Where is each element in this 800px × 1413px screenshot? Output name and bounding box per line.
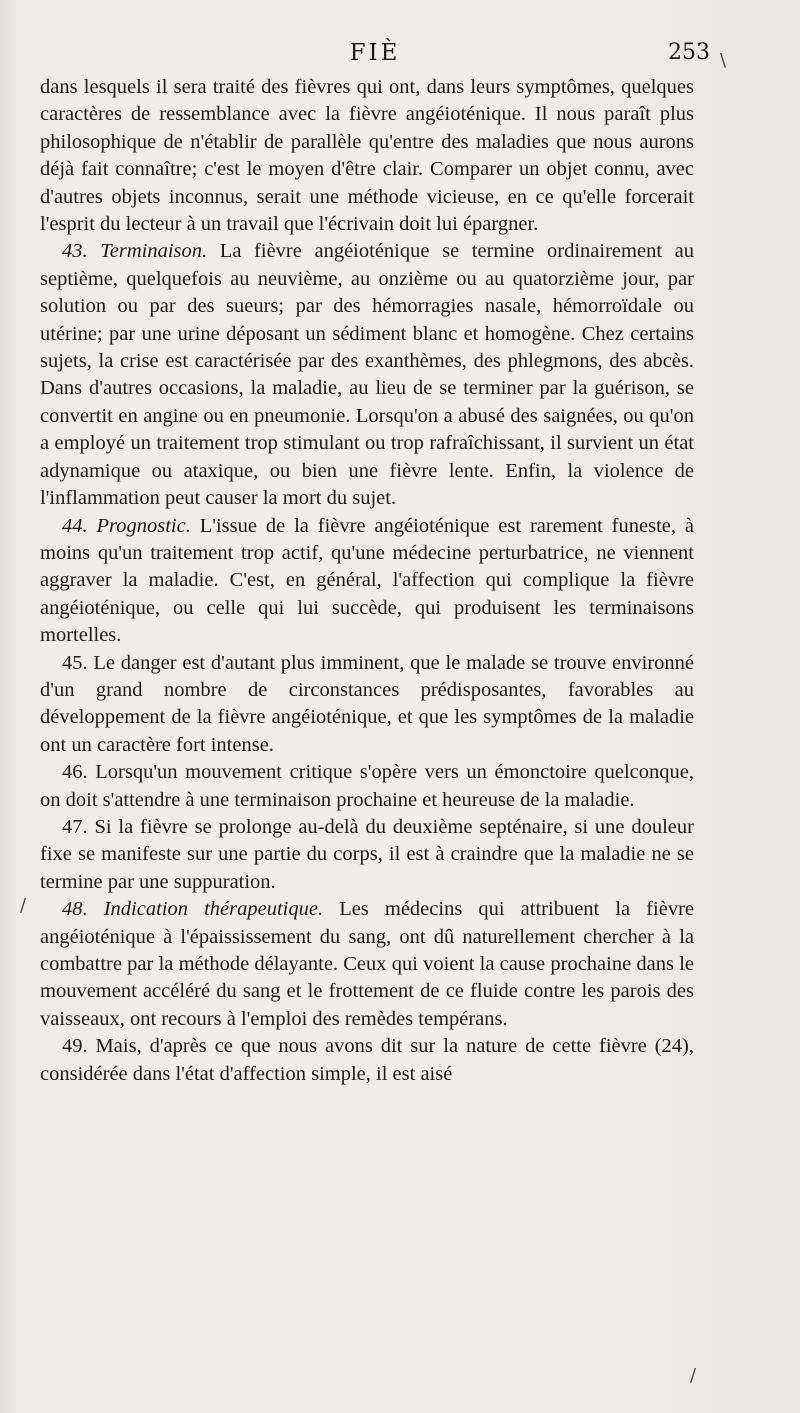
margin-stroke-mark: / [690, 1365, 697, 1386]
paragraph-text: Mais, d'après ce que nous avons dit sur la nature de cette fièvre (24), considérée dans l'état d'affection simple, il est aisé [40, 1035, 694, 1085]
paragraph-number: 47. [62, 815, 88, 838]
running-title: FIÈ [349, 40, 401, 66]
paragraph-47 [40, 814, 694, 896]
paragraph-49 [40, 1033, 694, 1088]
paragraph-number: 49. [62, 1035, 88, 1058]
page-number: 253 [668, 40, 710, 65]
paragraph-43 [40, 238, 694, 512]
paragraph-text: Si la fièvre se prolonge au-delà du deuxième septénaire, si une douleur fixe se manifeste sur une partie du corps, il est à craindre que la maladie ne se termine par une suppuration. [40, 815, 694, 893]
paragraph-text: L'issue de la fièvre angéioténique est rarement funeste, à moins qu'un traitement trop actif, qu'une médecine perturbatrice, ne viennent aggraver la maladie. C'est, en général, l'affection qui complique la fièvre angéioténique, ou celle qui lui succède, qui produisent les terminaisons mortelles. [40, 514, 694, 647]
paragraph-number: 45. [62, 651, 88, 674]
margin-stroke-mark: \ [720, 50, 727, 71]
paragraph-text: Les médecins qui attribuent la fièvre angéioténique à l'épaississement du sang, ont dû naturellement chercher à la combattre par la méthode délayante. Ceux qui voient la cause prochaine dans le mouvement accéléré du sang et le frottement de ce fluide contre les parois des vaisseaux, ont recours à l'emploi des remèdes tempérans. [40, 898, 695, 1030]
paragraph-text: Le danger est d'autant plus imminent, que le malade se trouve environné d'un grand nombre de circonstances prédisposantes, favorables au développement de la fièvre angéioténique, et que les symptômes de la maladie ont un caractère fort intense. [40, 651, 695, 756]
paragraph-text: La fièvre angéioténique se termine ordinairement au septième, quelquefois au neuvième, au onzième ou au quatorzième jour, par solution ou par des sueurs; par des hémorragies nasale, hémorroïdale ou utérine; par une urine déposant un sédiment blanc et homogène. Chez certains sujets, la crise est caractérisée par des exanthèmes, des phlegmons, des abcès. Dans d'autres occasions, la maladie, au lieu de se terminer par la guérison, se convertit en angine ou en pneumonie. Lorsqu'on a abusé des saignées, ou qu'on a employé un traitement trop stimulant ou trop rafraîchissant, il survient un état adynamique ou ataxique, ou bien une fièvre lente. Enfin, la violence de l'inflammation peut causer la mort du sujet. [40, 240, 695, 510]
paragraph-45 [40, 650, 694, 760]
page-header [40, 40, 710, 74]
margin-stroke-mark: / [20, 895, 27, 916]
paragraph-46 [40, 759, 694, 814]
paragraph-44 [40, 513, 694, 650]
paragraph-number: 46. [62, 761, 88, 784]
paragraph-lead: 44. Prognostic. [62, 514, 191, 537]
paragraph-continuation [40, 74, 694, 238]
paragraph-lead: 48. Indication thérapeutique. [62, 898, 324, 921]
paragraph-text: dans lesquels il sera traité des fièvres qui ont, dans leurs symptômes, quelques caractères de ressemblance avec la fièvre angéioténique. Il nous paraît plus philosophique de n'établir de parallèle qu'entre des maladies que nous aurons déjà fait connaître; c'est le moyen d'être clair. Comparer un objet connu, avec d'autres objets inconnus, serait une méthode vicieuse, en ce qu'elle forcerait l'esprit du lecteur à un travail que l'écrivain doit lui épargner. [40, 76, 694, 236]
paragraph-text: Lorsqu'un mouvement critique s'opère vers un émonctoire quelconque, on doit s'attendre à une terminaison prochaine et heureuse de la maladie. [40, 761, 695, 811]
paragraph-lead: 43. Terminaison. [62, 240, 208, 263]
paragraph-48 [40, 896, 694, 1033]
body-text [40, 74, 694, 1088]
